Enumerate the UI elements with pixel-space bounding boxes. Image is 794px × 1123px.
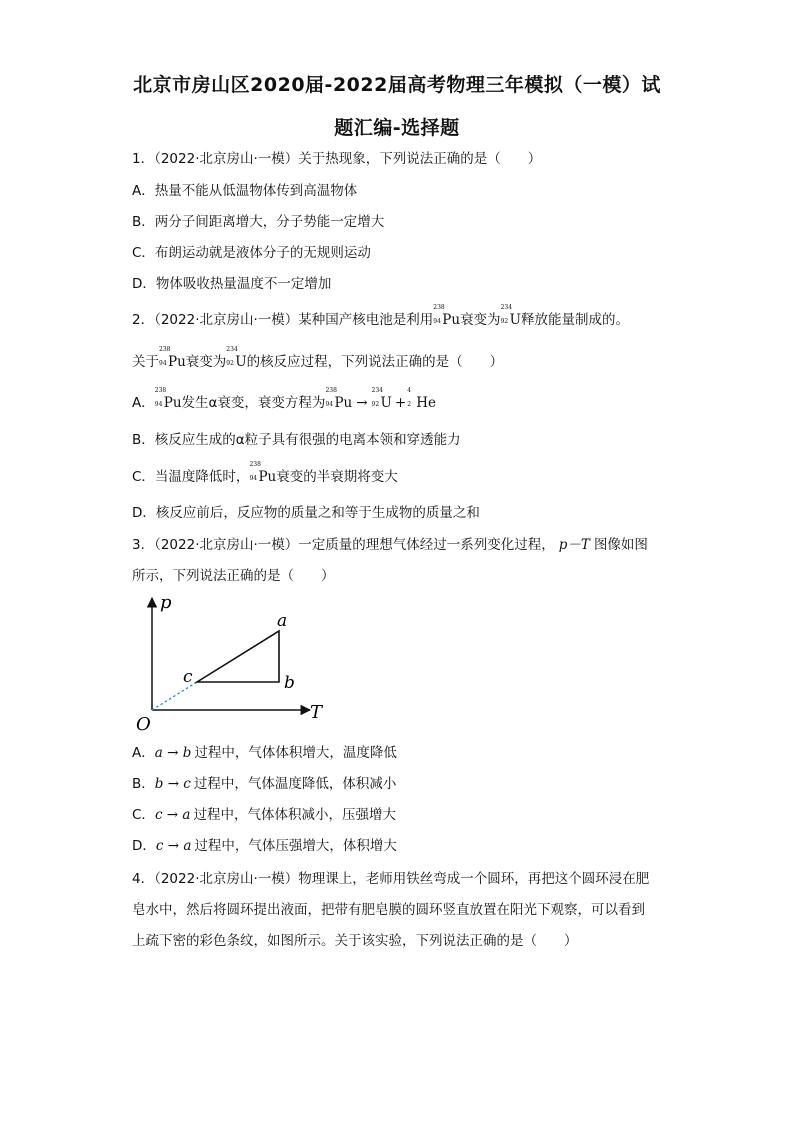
q2-stem-text-c: 释放能量制成的。 (520, 312, 629, 328)
q4-stem-line-3: 上疏下密的彩色条纹，如图所示。关于该实验，下列说法正确的是（ ） (132, 933, 578, 949)
q2-stem-text-a: 2．（2022·北京房山·一模）某种国产核电池是利用 (132, 312, 434, 328)
u-nuclide: 234 92 U (226, 346, 247, 370)
point-b-label: b (284, 673, 295, 693)
origin-label: O (136, 714, 151, 735)
q1-option-a: A．热量不能从低温物体传到高温物体 (132, 183, 358, 199)
q1-option-b: B．两分子间距离增大，分子势能一定增大 (132, 214, 385, 230)
title-line-2: 题汇编-选择题 (334, 117, 460, 139)
option-text: 过程中，气体压强增大，体积增大 (194, 838, 397, 854)
point-c-label: c (183, 667, 193, 687)
option-math: b → c (154, 776, 191, 792)
p-axis-label: p (160, 592, 172, 613)
q1-stem: 1．（2022·北京房山·一模）关于热现象，下列说法正确的是（ ） (132, 151, 542, 167)
option-text: C．当温度降低时， (132, 469, 250, 485)
q1-option-c: C．布朗运动就是液体分子的无规则运动 (132, 245, 371, 261)
option-label: A． (132, 395, 155, 411)
option-label: A． (132, 745, 155, 761)
q4-stem-line-1: 4．（2022·北京房山·一模）物理课上，老师用铁丝弯成一个圆环，再把这个圆环浸在肥 (132, 871, 650, 887)
pu-nuclide: 238 94 Pu (433, 304, 461, 328)
plus-symbol: + (394, 395, 407, 411)
option-label: C． (132, 807, 155, 823)
option-math: c → a (155, 838, 192, 854)
q3-option-a (132, 743, 397, 763)
q4-stem-line-2: 皂水中，然后将圆环提出液面，把带有肥皂膜的圆环竖直放置在阳光下观察，可以看到 (132, 902, 645, 918)
q2-stem2-text-b: 衰变为 (185, 354, 227, 370)
q2-option-c (132, 461, 398, 487)
q3-option-d (132, 836, 397, 856)
u-nuclide: 234 92 U (500, 304, 521, 328)
q3-stem-line-2: 所示，下列说法正确的是（ ） (132, 568, 335, 584)
point-a-label: a (277, 611, 288, 631)
option-text: 衰变的半衰期将变大 (276, 469, 398, 485)
q2-stem2-text-c: 的核反应过程，下列说法正确的是（ ） (246, 354, 504, 370)
t-axis-label: T (310, 702, 323, 723)
q2-stem-line-2 (132, 346, 504, 372)
pt-math: p－T (558, 537, 590, 553)
title-line-1: 北京市房山区2020届-2022届高考物理三年模拟（一模）试 (133, 74, 661, 96)
option-label: D． (132, 838, 156, 854)
pu-nuclide: 238 94 Pu (249, 461, 277, 485)
q3-option-b (132, 774, 396, 794)
option-text: 过程中，气体体积减小，压强增大 (193, 807, 396, 823)
pu-nuclide: 238 94 Pu (154, 387, 182, 411)
q1-option-d: D．物体吸收热量温度不一定增加 (132, 276, 332, 292)
option-math: a → b (154, 745, 192, 761)
q3-stem-text-b: 图像如图 (593, 537, 648, 553)
q2-stem-text-b: 衰变为 (460, 312, 501, 328)
q2-option-a (132, 387, 436, 413)
pu-nuclide: 238 94 Pu (159, 346, 186, 370)
q2-option-d: D．核反应前后，反应物的质量之和等于生成物的质量之和 (132, 505, 480, 521)
option-text: 过程中，气体温度降低，体积减小 (193, 776, 397, 792)
he-nuclide: 4 2 He (407, 387, 436, 411)
q2-stem2-text-a: 关于 (132, 354, 159, 370)
q3-stem-text-a: 3．（2022·北京房山·一模）一定质量的理想气体经过一系列变化过程， (132, 537, 555, 553)
option-label: B． (132, 776, 155, 792)
option-text: 发生α衰变，衰变方程为 (181, 395, 326, 411)
arrow-symbol: → (356, 395, 368, 411)
cycle-triangle (197, 631, 279, 682)
option-math: c → a (154, 807, 191, 823)
pu-nuclide: 238 94 Pu (325, 387, 353, 411)
q3-option-c (132, 805, 396, 825)
q2-option-b: B．核反应生成的α粒子具有很强的电离本领和穿透能力 (132, 432, 461, 448)
option-text: 过程中，气体体积增大，温度降低 (194, 745, 397, 761)
u-nuclide: 234 92 U (371, 387, 392, 411)
p-t-graph (130, 590, 340, 735)
q2-stem-line-1 (132, 304, 629, 330)
q3-stem-line-1 (132, 535, 648, 555)
